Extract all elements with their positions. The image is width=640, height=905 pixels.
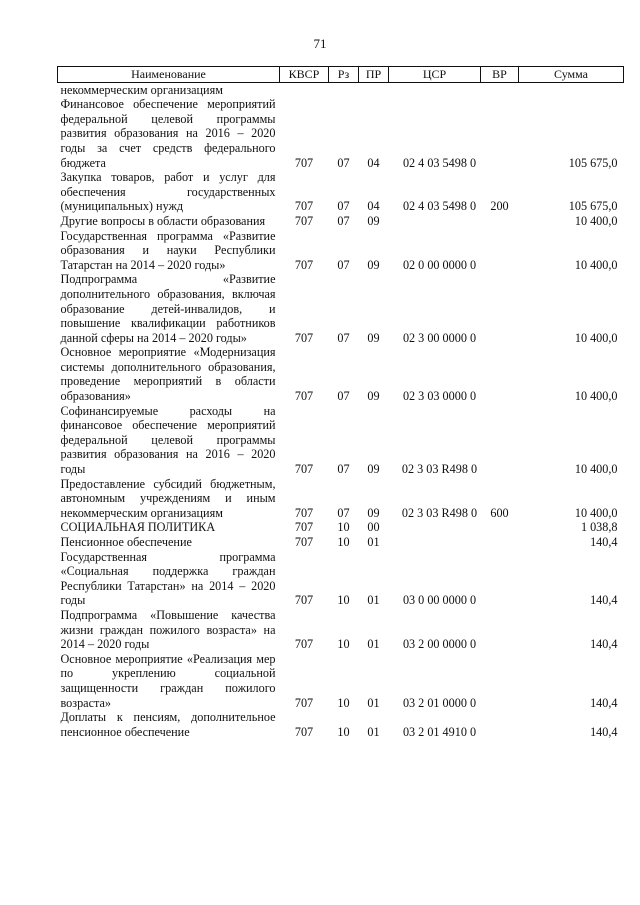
cell-rz: 07	[337, 213, 350, 228]
cell-name: Подпрограмма «Развитие дополнительного образования, включая образование детей-инвалидов, и повышение квалификации работников данной сферы на 2014 – 2020 годы»	[60, 272, 276, 345]
cell-sum	[519, 82, 624, 97]
cell-kvsr: 707	[294, 520, 314, 535]
cell-kvsr: 707	[294, 462, 314, 477]
cell-rz: 07	[337, 257, 350, 272]
cell-pr: 09	[367, 330, 380, 345]
table-row	[58, 477, 624, 521]
cell-name: Основное мероприятие «Модернизация системы дополнительного образования, проведение мероприятий в области образования»	[60, 345, 276, 404]
cell-name: Финансовое обеспечение мероприятий федеральной целевой программы развития образования на 2016 – 2020 годы за счет средств федерального бюджета	[60, 97, 276, 170]
cell-vr	[481, 345, 519, 403]
cell-name: Доплаты к пенсиям, дополнительное пенсионное обеспечение	[60, 710, 276, 739]
cell-sum: 10 400,0	[574, 213, 618, 228]
cell-pr: 09	[367, 257, 380, 272]
header-vr: ВР	[481, 67, 519, 83]
cell-vr	[481, 82, 519, 97]
cell-pr: 01	[367, 724, 380, 739]
table-row	[58, 272, 624, 345]
cell-kvsr: 707	[294, 330, 314, 345]
cell-name: Государственная программа «Развитие образования и науки Республики Татарстан на 2014 – 2020 годы»	[60, 228, 276, 272]
table-row	[58, 608, 624, 652]
cell-sum: 105 675,0	[568, 155, 618, 170]
cell-csr: 03 0 00 0000 0	[402, 593, 477, 608]
table-row	[58, 550, 624, 608]
table-row	[58, 97, 624, 170]
cell-kvsr: 707	[294, 199, 314, 214]
cell-name: СОЦИАЛЬНАЯ ПОЛИТИКА	[60, 520, 216, 535]
table-row	[58, 170, 624, 214]
cell-vr	[481, 652, 519, 710]
cell-vr	[481, 550, 519, 608]
cell-rz: 07	[337, 462, 350, 477]
cell-rz: 10	[337, 535, 350, 549]
table-row	[58, 345, 624, 403]
cell-csr	[389, 520, 481, 535]
cell-pr: 09	[367, 389, 380, 404]
cell-sum: 10 400,0	[574, 505, 618, 520]
cell-vr	[481, 214, 519, 229]
cell-csr	[389, 535, 481, 550]
cell-name: Пенсионное обеспечение	[60, 535, 192, 549]
header-csr: ЦСР	[389, 67, 481, 83]
cell-sum: 10 400,0	[574, 462, 618, 477]
cell-name: Софинансируемые расходы на финансовое обеспечение мероприятий федеральной целевой программы развития образования на 2016 – 2020 годы	[60, 403, 276, 477]
cell-pr: 00	[367, 520, 380, 535]
cell-vr	[481, 710, 519, 739]
cell-vr: 200	[490, 199, 509, 214]
cell-name: некоммерческим организациям	[60, 82, 223, 97]
header-kvsr: КВСР	[280, 67, 329, 83]
header-pr: ПР	[359, 67, 389, 83]
cell-rz: 10	[337, 724, 350, 739]
cell-sum: 140,4	[590, 724, 618, 739]
cell-pr	[359, 82, 389, 97]
cell-kvsr: 707	[294, 213, 314, 228]
cell-name: Предоставление субсидий бюджетным, автономным учреждениям и иным некоммерческим организациям	[60, 476, 276, 520]
cell-vr	[481, 272, 519, 345]
table-row	[58, 404, 624, 477]
cell-vr	[481, 520, 519, 535]
table-body	[58, 82, 624, 739]
cell-rz: 10	[337, 637, 350, 652]
cell-sum: 140,4	[590, 593, 618, 608]
cell-name: Государственная программа «Социальная поддержка граждан Республики Татарстан» на 2014 – 2020 годы	[60, 549, 276, 608]
cell-pr: 01	[367, 593, 380, 608]
cell-sum: 140,4	[590, 695, 618, 710]
cell-csr: 02 3 03 R498 0	[401, 462, 478, 477]
cell-pr: 09	[367, 505, 380, 520]
cell-vr	[481, 404, 519, 477]
header-name: Наименование	[58, 67, 280, 83]
cell-rz: 07	[337, 330, 350, 345]
cell-vr	[481, 608, 519, 652]
page-number: 71	[313, 36, 327, 51]
cell-pr: 09	[367, 213, 380, 228]
cell-pr: 01	[367, 695, 380, 710]
cell-vr	[481, 535, 519, 550]
cell-rz: 07	[337, 505, 350, 520]
cell-rz: 10	[337, 695, 350, 710]
cell-kvsr: 707	[294, 535, 314, 549]
cell-kvsr: 707	[294, 257, 314, 272]
cell-name: Подпрограмма «Повышение качества жизни граждан пожилого возраста» на 2014 – 2020 годы	[60, 607, 276, 652]
cell-pr: 01	[367, 637, 380, 652]
cell-kvsr: 707	[294, 593, 314, 608]
cell-sum: 10 400,0	[574, 257, 618, 272]
cell-name: Другие вопросы в области образования	[60, 213, 266, 228]
cell-rz: 07	[337, 389, 350, 404]
cell-csr: 02 4 03 5498 0	[402, 155, 477, 170]
cell-vr	[481, 229, 519, 273]
cell-pr: 09	[367, 462, 380, 477]
budget-table	[57, 66, 624, 739]
cell-csr: 02 3 03 R498 0	[401, 505, 478, 520]
cell-kvsr: 707	[294, 724, 314, 739]
table-row	[58, 82, 624, 97]
header-rz: Рз	[329, 67, 359, 83]
cell-csr	[389, 82, 481, 97]
table-row	[58, 520, 624, 535]
cell-rz: 10	[337, 520, 350, 535]
cell-kvsr	[280, 82, 329, 97]
cell-sum: 1 038,8	[580, 520, 618, 535]
cell-pr: 04	[367, 199, 380, 214]
cell-csr: 02 4 03 5498 0	[402, 199, 477, 214]
cell-csr: 02 0 00 0000 0	[402, 257, 477, 272]
cell-vr	[481, 97, 519, 170]
cell-name: Основное мероприятие «Реализация мер по укреплению социальной защищенности граждан пожилого возраста»	[60, 651, 276, 710]
table-row	[58, 214, 624, 229]
cell-sum: 10 400,0	[574, 389, 618, 404]
cell-rz: 07	[337, 155, 350, 170]
cell-csr: 03 2 01 4910 0	[402, 724, 477, 739]
cell-rz: 07	[337, 199, 350, 214]
cell-kvsr: 707	[294, 155, 314, 170]
header-sum: Сумма	[519, 67, 624, 83]
cell-pr: 01	[367, 535, 380, 549]
cell-sum: 140,4	[590, 637, 618, 652]
cell-kvsr: 707	[294, 695, 314, 710]
cell-csr: 03 2 00 0000 0	[402, 637, 477, 652]
cell-csr: 02 3 00 0000 0	[402, 330, 477, 345]
table-row	[58, 652, 624, 710]
cell-rz	[329, 82, 359, 97]
cell-kvsr: 707	[294, 505, 314, 520]
cell-rz: 10	[337, 593, 350, 608]
cell-sum: 10 400,0	[574, 330, 618, 345]
cell-kvsr: 707	[294, 389, 314, 404]
cell-vr: 600	[490, 505, 509, 520]
cell-csr: 02 3 03 0000 0	[402, 389, 477, 404]
table-row	[58, 710, 624, 739]
cell-name: Закупка товаров, работ и услуг для обеспечения государственных (муниципальных) нужд	[60, 170, 276, 214]
cell-kvsr: 707	[294, 637, 314, 652]
cell-sum: 140,4	[590, 535, 618, 549]
cell-pr: 04	[367, 155, 380, 170]
table-row	[58, 229, 624, 273]
table-row	[58, 535, 624, 550]
cell-sum: 105 675,0	[568, 199, 618, 214]
cell-csr	[389, 214, 481, 229]
cell-csr: 03 2 01 0000 0	[402, 695, 477, 710]
table-header-row	[58, 67, 624, 83]
